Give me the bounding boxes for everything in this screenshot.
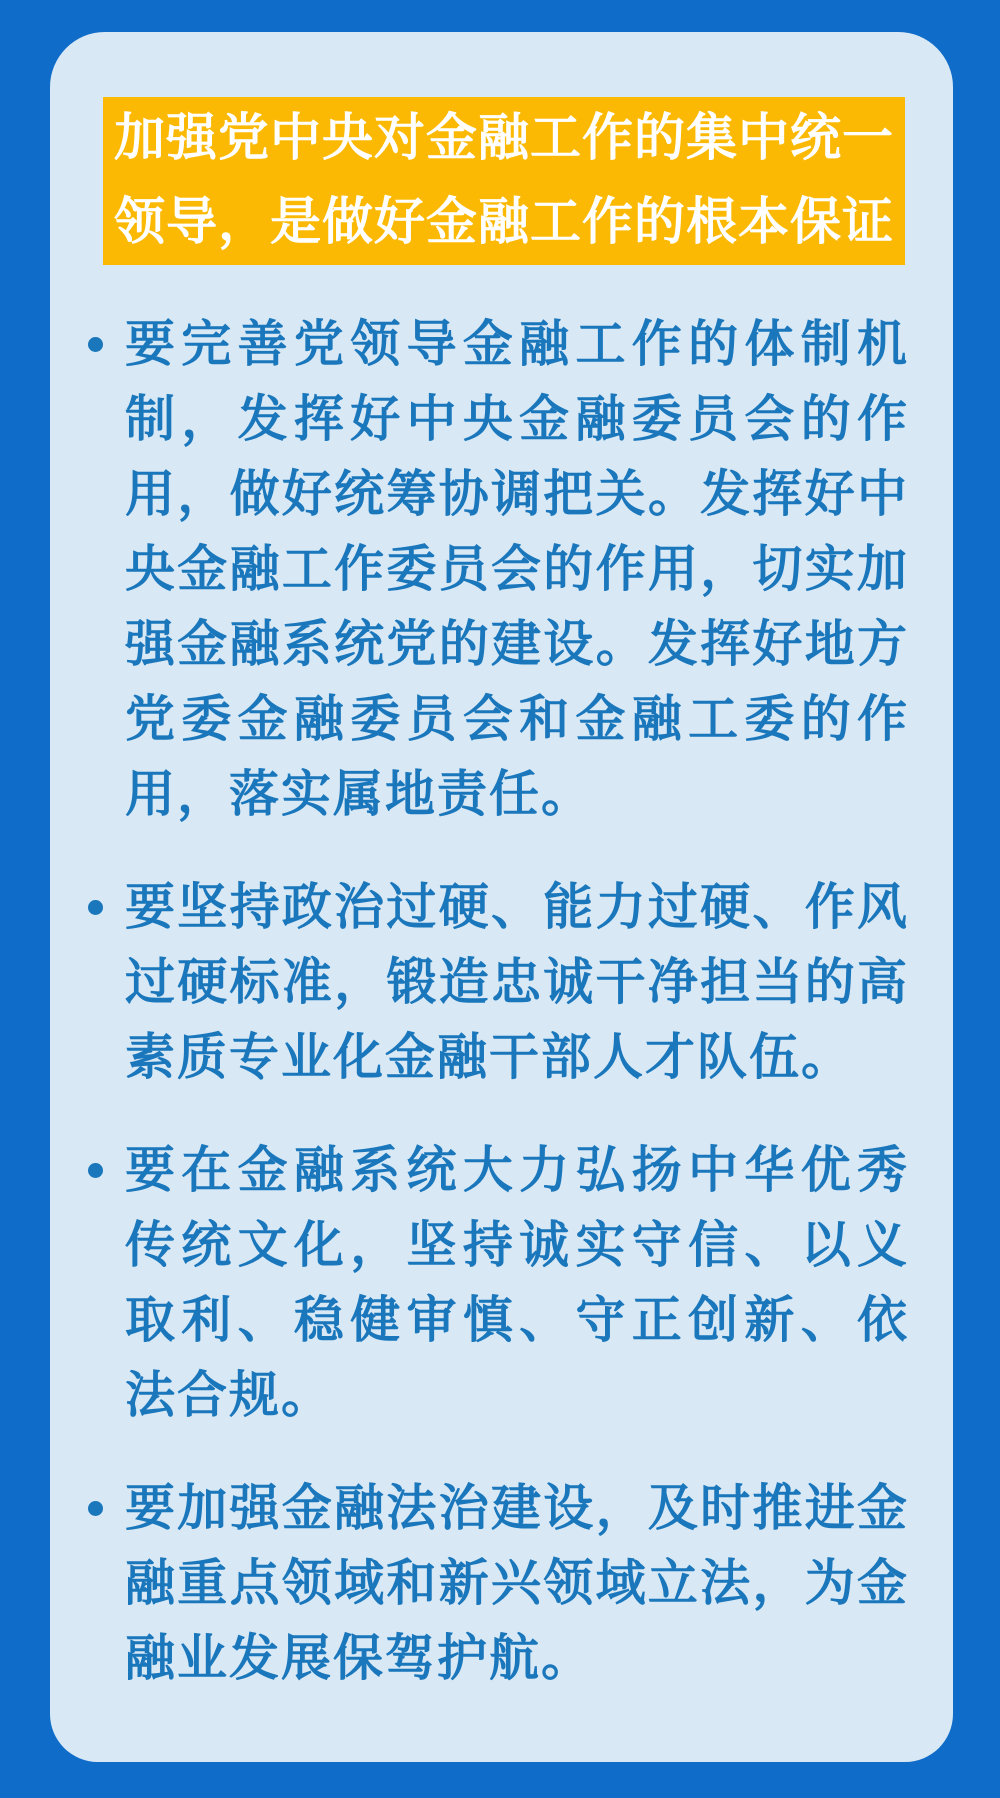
bullet-text-line: 取利、稳健审慎、守正创新、依	[125, 1292, 909, 1348]
bullet-dot-icon	[88, 1501, 103, 1516]
bullet-text-line: 要加强金融法治建设，及时推进金	[125, 1480, 909, 1536]
bullet-item	[50, 307, 909, 832]
bullet-item	[50, 1133, 909, 1433]
banner-title-line2: 领导，是做好金融工作的根本保证	[113, 195, 894, 251]
bullet-text-line: 党委金融委员会和金融工委的作	[125, 691, 909, 747]
bullet-text-line: 要完善党领导金融工作的体制机	[125, 316, 909, 372]
bullet-text-line: 过硬标准，锻造忠诚干净担当的高	[125, 954, 909, 1010]
bullet-text-line: 要在金融系统大力弘扬中华优秀	[125, 1142, 909, 1198]
content-card	[50, 32, 953, 1762]
bullet-item	[50, 870, 909, 1095]
bullet-text-line: 强金融系统党的建设。发挥好地方	[125, 616, 909, 672]
bullet-dot-icon	[88, 1163, 103, 1178]
bullet-list	[50, 265, 953, 1696]
header-banner	[103, 97, 905, 265]
bullet-text-line: 制，发挥好中央金融委员会的作	[125, 391, 909, 447]
bullet-dot-icon	[88, 337, 103, 352]
banner-title-line1: 加强党中央对金融工作的集中统一	[113, 111, 894, 167]
bullet-text-line: 融重点领域和新兴领域立法，为金	[125, 1555, 909, 1611]
bullet-text-line: 素质专业化金融干部人才队伍。	[125, 1029, 853, 1085]
bullet-text-line: 央金融工作委员会的作用，切实加	[125, 541, 909, 597]
bullet-text-line: 法合规。	[125, 1367, 333, 1423]
bullet-text-line: 融业发展保驾护航。	[125, 1630, 593, 1686]
bullet-text-line: 要坚持政治过硬、能力过硬、作风	[125, 879, 909, 935]
bullet-text-line: 传统文化，坚持诚实守信、以义	[125, 1217, 909, 1273]
bullet-text-line: 用，落实属地责任。	[125, 766, 593, 822]
bullet-text-line: 用，做好统筹协调把关。发挥好中	[125, 466, 909, 522]
bullet-item	[50, 1471, 909, 1696]
bullet-dot-icon	[88, 900, 103, 915]
